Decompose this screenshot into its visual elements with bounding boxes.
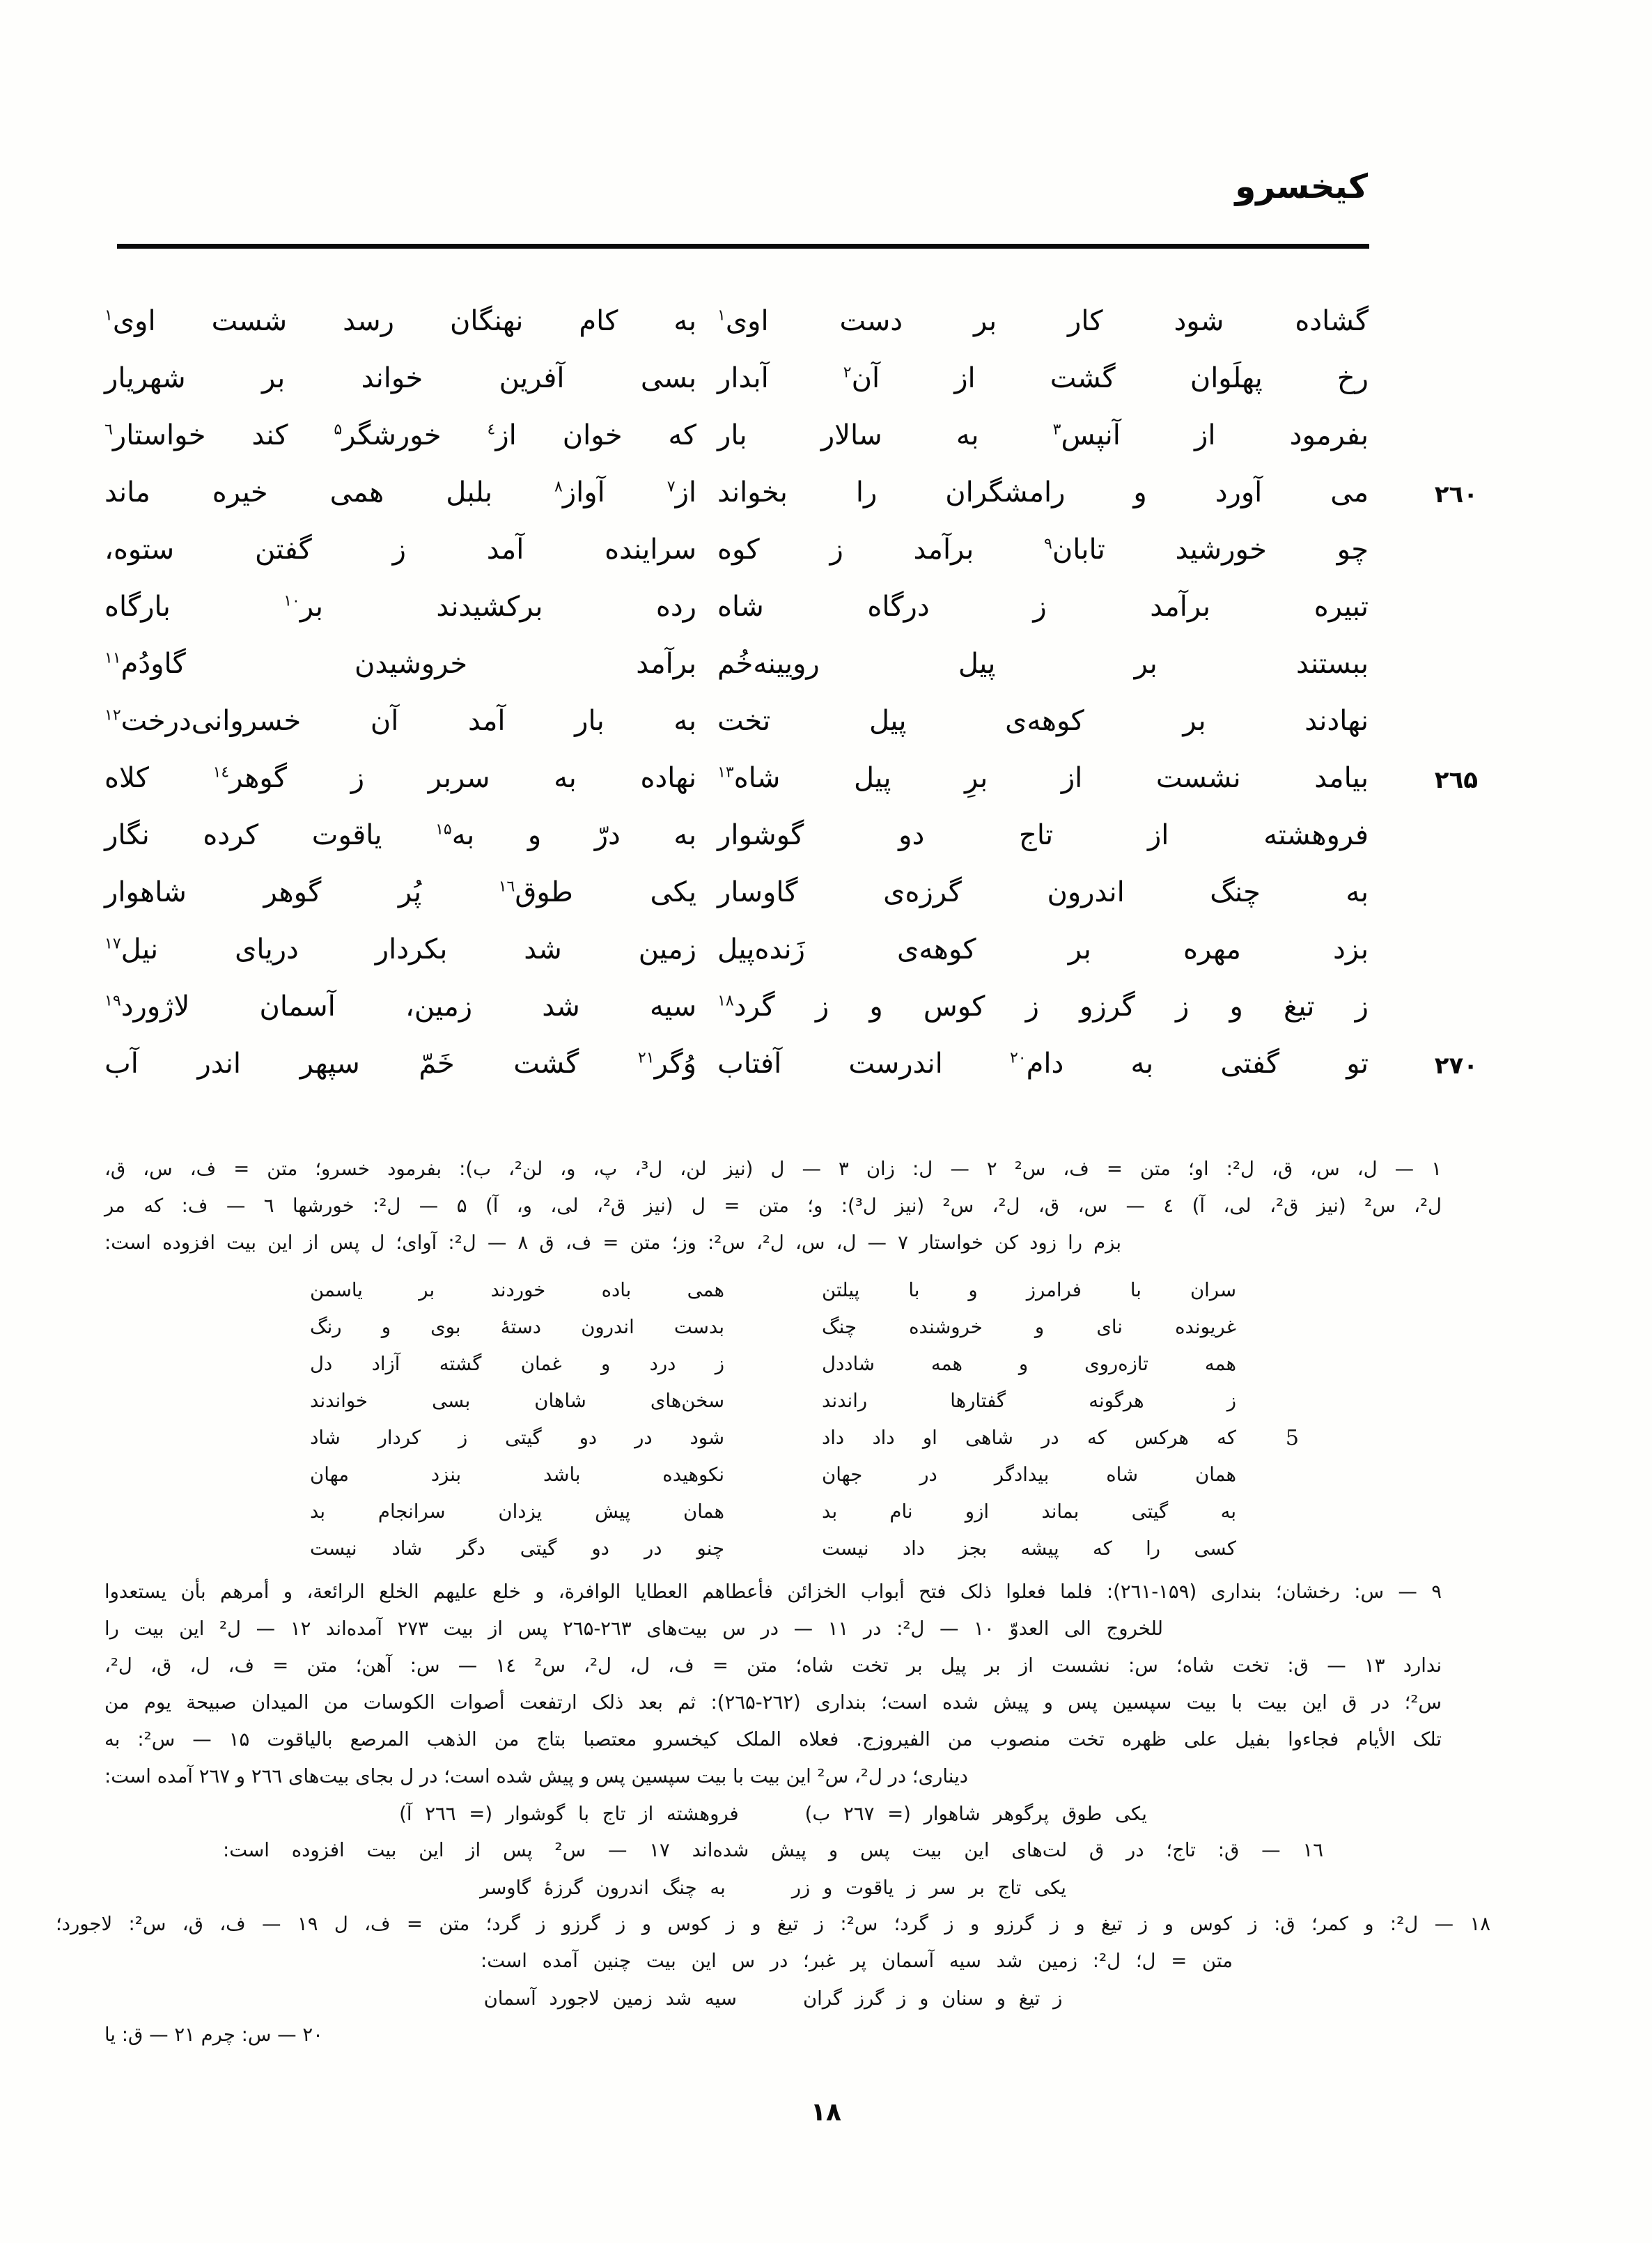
hemistich-left: همی باده خوردند بر یاسمن	[310, 1278, 724, 1301]
hemistich-left: بسی آفرین خواند بر شهریار	[104, 362, 696, 394]
footnote-line: للخروج الی العدوّ ۱۰ — ل²: در ۱۱ — در س بیت‌های ۲٦۳-۲٦۵ پس از بیت ۲۷۳ آمده‌اند ۱۲ — ل² این بیت را	[104, 1617, 1163, 1640]
hemistich-right: می آورد و رامشگران را بخواند	[717, 476, 1369, 509]
hemistich-left: سیه شد زمین، آسمان لاژورد$^{۱۹}$	[104, 991, 696, 1023]
hemistich-right: یکی تاج بر سر ز یاقوت و زر	[791, 1876, 1066, 1899]
verse-row	[104, 407, 1369, 464]
footnote-line: متن = ل؛ ل²: زمین شد سیه آسمان پر غبر؛ در س این بیت چنین آمده است:	[481, 1950, 1233, 1972]
footnote-verse-row	[310, 1345, 1236, 1382]
footnote-verse-row	[310, 1382, 1236, 1419]
hemistich-right: ببستند بر پیل رویینه‌خُم	[717, 648, 1369, 680]
verse-row	[104, 750, 1369, 807]
footnote-line: ۲۰ — س: چرم ۲۱ — ق: یا	[104, 2024, 323, 2046]
hemistich-left: سراینده آمد ز گفتن ستوه،	[104, 534, 696, 566]
hemistich-right: غریونده نای و خروشنده چنگ	[822, 1315, 1236, 1338]
verse-row	[104, 978, 1369, 1035]
footnote-line: دیناری؛ در ل²، س² این بیت با بیت سپسین پس و پیش شده است؛ در ل بجای بیت‌های ۲٦٦ و ۲٦۷ آمده است:	[104, 1765, 968, 1787]
hemistich-right: به گیتی بماند ازو نام بد	[822, 1500, 1236, 1523]
hemistich-left: به درّ و به$^{۱۵}$ یاقوت کرده نگار	[104, 819, 696, 851]
footnote-verse-row	[310, 1308, 1236, 1345]
footnote-line: ۱۸ — ل²: و کمر؛ ق: ز کوس و ز تیغ و ز گرزو و ز گرد؛ س²: ز تیغ و ز کوس و ز گرزو ز گرد؛ متن = ف، ل ۱۹ — ف، ق، س²: لاجورد؛	[56, 1913, 1490, 1935]
hemistich-right: ز هرگونه گفتارها راندند	[822, 1389, 1236, 1412]
verse-row	[104, 921, 1369, 978]
verse-row	[104, 692, 1369, 750]
hemistich-left: چنو در دو گیتی دگر شاد نیست	[310, 1537, 724, 1560]
page-number: ۱۸	[811, 2098, 841, 2127]
hemistich-left: به کام نهنگان رسد شست اوی$^۱$	[104, 305, 696, 337]
footnote-verse-block	[310, 1271, 1299, 1567]
hemistich-left: بدست اندرون دستهٔ بوی و رنگ	[310, 1315, 724, 1338]
footnote-block-line-number: 5	[1285, 1426, 1299, 1450]
verse-row	[104, 350, 1369, 407]
verse-number: ۲۷۰	[1434, 1052, 1478, 1080]
footnote-line: ندارد ۱۳ — ق: تخت شاه؛ س: نشست از بر پیل بر تخت شاه؛ متن = ف، ل، ل²، س² ۱٤ — س: آهن؛ متن = ف، ل، ق، ل²،	[104, 1654, 1442, 1677]
verse-row	[104, 464, 1369, 521]
hemistich-right: ز تیغ و ز گرزو ز کوس و ز گرد$^{۱۸}$	[717, 991, 1369, 1023]
verse-number: ۲٦۵	[1434, 766, 1478, 794]
footnote-line: ۹ — س: رخشان؛ بنداری (۱۵۹-۲٦۱): فلما فعلوا ذلک فتح أبواب الخزائن فأعطاهم العطایا الوافرة، و خلع علیهم الخلع الرائعة، و أمرهم بأن یستعدوا	[104, 1581, 1442, 1603]
footnote-line: ل²، س² (نیز ق²، لی، آ) ٤ — س، ق، ل²، س² (نیز ل³): و؛ متن = ل (نیز ق²، لی، و، آ) ۵ — ل²: خورشها ٦ — ف: که مر	[104, 1195, 1442, 1217]
verse-row	[104, 807, 1369, 864]
footnote-line: ۱ — ل، س، ق، ل²: او؛ متن = ف، س² ۲ — ل: زان ۳ — ل (نیز لن، ل³، پ، و، لن²، ب): بفرمود خسرو؛ متن = ف، س، ق،	[104, 1158, 1442, 1180]
hemistich-left: به چنگ اندرون گرزهٔ گاوسر	[480, 1876, 726, 1899]
hemistich-left: نکوهیده باشد بنزد مهان	[310, 1463, 724, 1486]
hemistich-right: بیامد نشست از برِ پیل شاه$^{۱۳}$	[717, 762, 1369, 794]
hemistich-left: نهاده به سربر ز گوهر$^{۱٤}$ کلاه	[104, 762, 696, 794]
verse-row	[104, 1035, 1369, 1092]
footnote-line: بزم را زود کن خواستار ۷ — ل، س، ل²، س²: وز؛ متن = ف، ق ۸ — ل²: آوای؛ ل پس از این بیت افزوده است:	[104, 1232, 1122, 1254]
hemistich-left: به بار آمد آن خسروانی‌درخت$^{۱۲}$	[104, 705, 696, 737]
verse-row	[104, 864, 1369, 921]
verse-number: ۲٦۰	[1434, 481, 1478, 509]
hemistich-right: رخ پهلَوان گشت از آن$^۲$ آبدار	[717, 362, 1369, 394]
hemistich-right: گشاده شود کار بر دست اوی$^۱$	[717, 305, 1369, 337]
hemistich-right: کسی را که پیشه بجز داد نیست	[822, 1537, 1236, 1560]
footnote-verse-pair	[104, 1795, 1442, 1832]
page-header-title: کیخسرو	[1235, 167, 1368, 206]
verse-row	[104, 293, 1369, 350]
hemistich-right: نهادند بر کوهه‌ی پیل تخت	[717, 705, 1369, 737]
hemistich-right: تبیره برآمد ز درگاه شاه	[717, 591, 1369, 623]
hemistich-right: سران با فرامرز و با پیلتن	[822, 1278, 1236, 1301]
hemistich-left: شود در دو گیتی ز کردار شاد	[310, 1426, 724, 1449]
hemistich-right: همه تازه‌روی و همه شاددل	[822, 1352, 1236, 1375]
hemistich-left: همان پیش یزدان سرانجام بد	[310, 1500, 724, 1523]
footnote-verse-pair	[104, 1980, 1442, 2017]
hemistich-left: فروهشته از تاج با گوشوار (= ۲٦٦ آ)	[399, 1802, 739, 1825]
hemistich-right: بفرمود از آنپس$^۳$ به سالار بار	[717, 419, 1369, 451]
header-rule	[117, 244, 1369, 249]
hemistich-right: بزد مهره بر کوهه‌ی زَنده‌پیل	[717, 933, 1369, 965]
hemistich-left: از$^۷$ آواز$^۸$ بلبل همی خیره ماند	[104, 476, 696, 509]
footnotes-section	[56, 1151, 1490, 2054]
hemistich-left: ز درد و غمان گشته آزاد دل	[310, 1352, 724, 1375]
verse-row	[104, 578, 1369, 635]
footnote-line: تلک الأیام فجاءوا بفیل علی ظهره تخت منصوب من الفیروزج. فعلاه الملک کیخسرو معتصبا بتاج من الذهب المرصع بالیاقوت ۱۵ — س²: به	[104, 1728, 1442, 1751]
poem-section	[104, 293, 1369, 1092]
hemistich-right: ز تیغ و سنان و ز گرز گران	[802, 1987, 1063, 2010]
footnote-verse-row	[310, 1271, 1236, 1308]
hemistich-left: یکی طوق$^{۱٦}$ پُر گوهر شاهوار	[104, 876, 696, 908]
hemistich-left: رده برکشیدند بر$^{۱۰}$ بارگاه	[104, 591, 696, 623]
hemistich-right: فروهشته از تاج دو گوشوار	[717, 819, 1369, 851]
footnote-verse-row	[310, 1456, 1236, 1493]
footnote-line: ۱٦ — ق: تاج؛ در ق لت‌های این بیت پس و پیش شده‌اند ۱۷ — س² پس از این بیت افزوده است:	[223, 1839, 1323, 1861]
hemistich-left: که خوان از$^٤$ خورشگر$^۵$ کند خواستار$^٦$	[104, 419, 696, 451]
hemistich-right: تو گفتی به دام$^{۲۰}$ اندرست آفتاب	[717, 1048, 1369, 1080]
hemistich-left: زمین شد بکردار دریای نیل$^{۱۷}$	[104, 933, 696, 965]
footnote-verse-pair	[104, 1869, 1442, 1906]
footnote-line: س²؛ در ق این بیت با بیت سپسین پس و پیش شده است؛ بنداری (۲٦۲-۲٦۵): ثم بعد ذلک ارتفعت أصوات الکوسات من المیدان صبیحة یوم من	[104, 1691, 1442, 1714]
hemistich-left: سیه شد زمین لاجورد آسمان	[483, 1987, 737, 2010]
hemistich-right: همان شاه بیدادگر در جهان	[822, 1463, 1236, 1486]
verse-row	[104, 635, 1369, 692]
hemistich-left: برآمد خروشیدن گاودُم$^{۱۱}$	[104, 648, 696, 680]
footnote-verse-row	[310, 1493, 1236, 1530]
hemistich-right: چو خورشید تابان$^۹$ برآمد ز کوه	[717, 534, 1369, 566]
hemistich-right: یکی طوق پرگوهر شاهوار (= ۲٦۷ ب)	[804, 1802, 1147, 1825]
footnote-verse-row	[310, 1530, 1236, 1567]
verse-row	[104, 521, 1369, 578]
hemistich-right: به چنگ اندرون گرزه‌ی گاوسار	[717, 876, 1369, 908]
hemistich-right: که هرکس که در شاهی او داد داد	[822, 1426, 1236, 1449]
footnote-verse-row	[310, 1419, 1236, 1456]
hemistich-left: وُگر$^{۲۱}$ گشت خَمّ سپهر اندر آب	[104, 1048, 696, 1080]
hemistich-left: سخن‌های شاهان بسی خواندند	[310, 1389, 724, 1412]
